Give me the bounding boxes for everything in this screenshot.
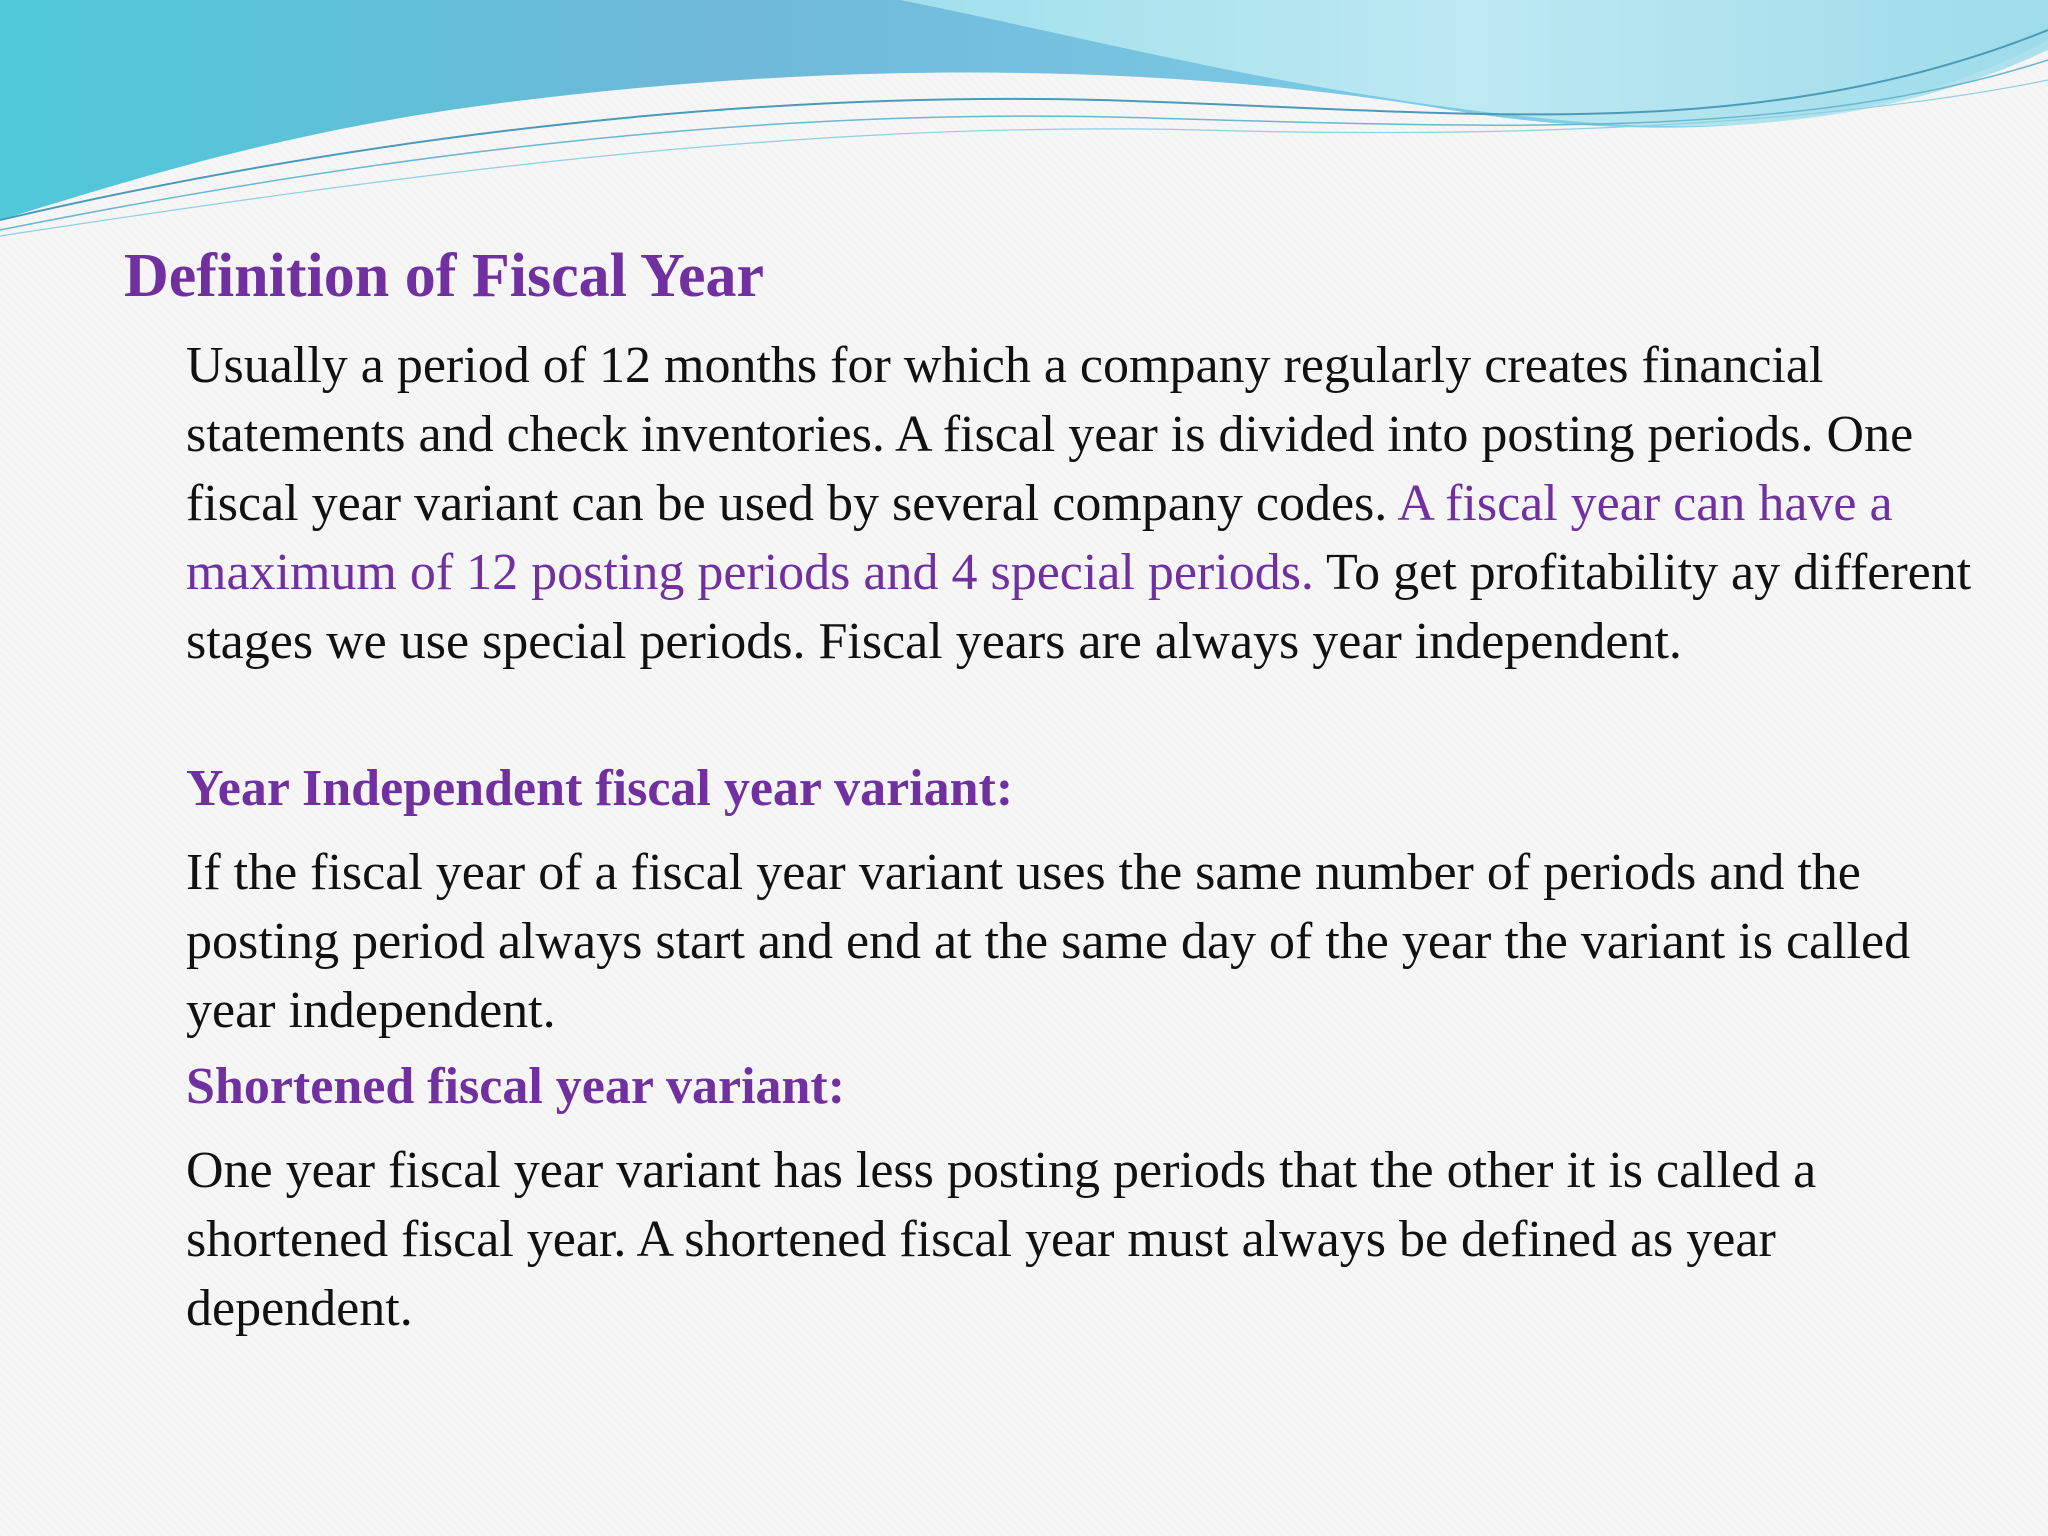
shortened-paragraph: One year fiscal year variant has less posting periods that the other it is called a shortened fiscal year. A shortened fiscal year must always be defined as year dependent.	[186, 1142, 1817, 1337]
intro-highlight: A fiscal year can have a maximum of 12 posting periods and 4 special periods.	[186, 475, 1893, 601]
year-independent-heading: Year Independent fiscal year variant:	[186, 760, 1014, 817]
intro-text-after: To get profitability ay different stages we use special periods. Fiscal years are always year independent.	[186, 544, 1972, 670]
slide-title: Definition of Fiscal Year	[124, 242, 764, 310]
intro-text-before: Usually a period of 12 months for which a company regularly creates financial statements and check inventories. A fiscal year is divided into posting periods. One fiscal year variant can be used by several company codes.	[186, 337, 1914, 532]
year-independent-paragraph: If the fiscal year of a fiscal year variant uses the same number of periods and the posting period always start and end at the same day of the year the variant is called year independent.	[186, 844, 1911, 1039]
intro-paragraph	[186, 331, 1986, 676]
shortened-heading: Shortened fiscal year variant:	[186, 1058, 846, 1115]
